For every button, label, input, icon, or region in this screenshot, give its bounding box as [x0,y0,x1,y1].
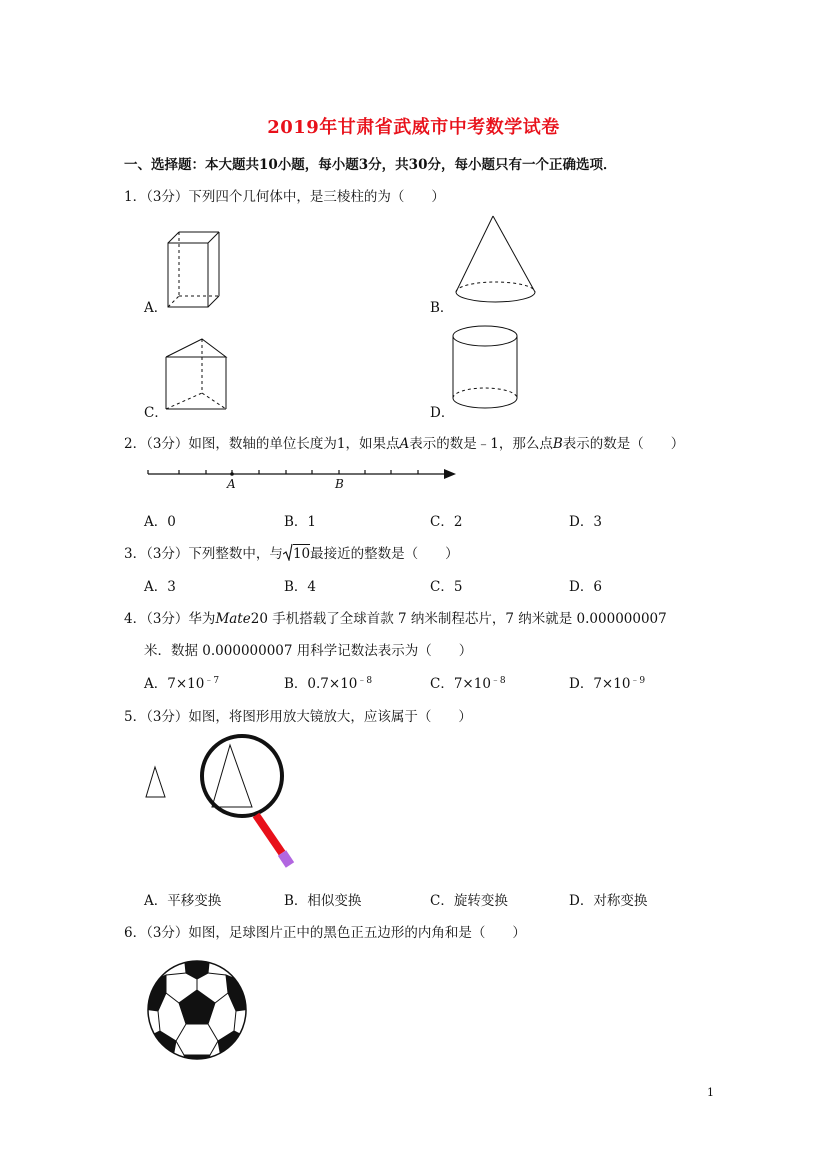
q2-option-a: A．0 [144,514,176,530]
cylinder-figure [450,324,522,412]
question-6-stem: 6．（3分）如图，足球图片正中的黑色正五边形的内角和是（ ） [124,925,526,941]
q4-option-a: A．$7\times 10^{﹣7}$ [144,676,220,692]
axis-label-a: A [227,477,236,491]
point-a-var: A [399,436,410,452]
magnifier-lens [202,736,282,816]
question-4-stem-line2: 米．数据 0.000000007 用科学记数法表示为（ ） [144,643,473,659]
cone-figure [453,214,541,306]
q1-option-d: D． [430,405,455,421]
axis-label-b: B [335,477,344,491]
triangular-prism-figure [164,337,230,413]
q3-option-a: A．3 [144,579,176,595]
section-heading: 一、选择题：本大题共10小题，每小题3分，共30分，每小题只有一个正确选项． [124,157,617,173]
q3-option-d: D．6 [569,579,602,595]
page-number: 1 [707,1086,714,1099]
q4-option-c: C．$7\times 10^{﹣8}$ [430,676,506,692]
question-3-stem: 3．（3分）下列整数中，与 10最接近的整数是（ ） [124,542,459,562]
q1-option-a: A． [144,300,168,316]
q3-option-b: B．4 [284,579,317,595]
magnifier-figure [143,733,303,875]
q5-option-b: B．相似变换 [284,893,362,909]
magnifier-handle [256,815,282,853]
cuboid-figure [165,230,225,310]
q2-option-c: C．2 [430,514,463,530]
q5-option-a: A．平移变换 [144,893,222,909]
number-line [146,464,458,494]
q4-option-d: D．$7\times 10^{﹣9}$ [569,676,646,692]
question-4-stem: 4．（3分）华为Mate20 手机搭载了全球首款 7 纳米制程芯片，7 纳米就是 0.000000007 [124,611,667,627]
q5-option-d: D．对称变换 [569,893,648,909]
point-b-var: B [552,436,563,452]
q2-option-d: D．3 [569,514,602,530]
soccer-ball-figure [146,959,250,1063]
question-5-stem: 5．（3分）如图，将图形用放大镜放大，应该属于（ ） [124,709,472,725]
q1-option-b: B． [430,300,454,316]
q3-option-c: C．5 [430,579,463,595]
page-title: 2019年甘肃省武威市中考数学试卷 [267,117,560,138]
q4-option-b: B．$0.7\times 10^{﹣8}$ [284,676,373,692]
question-2-stem: 2．（3分）如图，数轴的单位长度为1，如果点A表示的数是﹣1，那么点B表示的数是（ ） [124,436,685,452]
q1-option-c: C． [144,405,168,421]
square-root: 10 [283,543,310,562]
handle-tip [282,853,290,865]
question-1-stem: 1．（3分）下列四个几何体中，是三棱柱的为（ ） [124,189,445,205]
enlarged-triangle [212,745,252,807]
small-triangle [146,767,165,797]
q2-option-b: B．1 [284,514,317,530]
q5-option-c: C．旋转变换 [430,893,508,909]
